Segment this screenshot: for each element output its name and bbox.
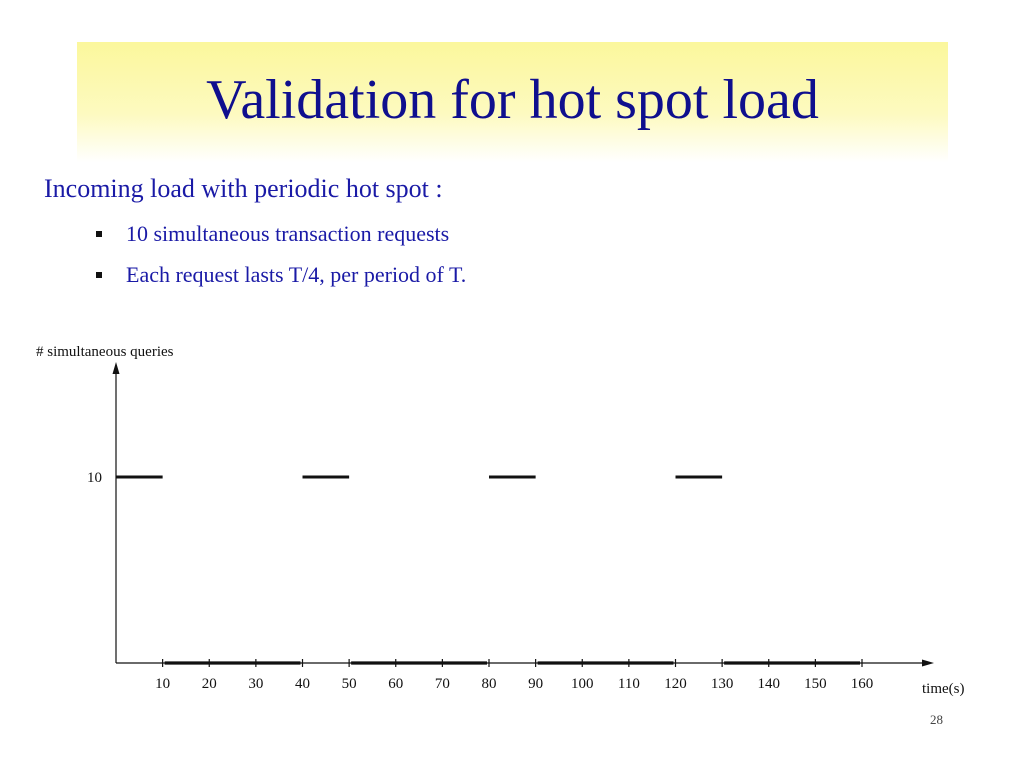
slide-title: Validation for hot spot load (206, 69, 819, 131)
x-tick-label: 70 (434, 676, 450, 692)
load-chart (0, 330, 1024, 710)
y-tick-label: 10 (87, 470, 102, 486)
x-axis-label: time(s) (922, 681, 965, 697)
x-tick-label: 130 (710, 676, 734, 692)
page-number: 28 (930, 712, 943, 727)
x-axis-arrow-icon (922, 660, 934, 667)
x-tick-label: 100 (571, 676, 594, 692)
bullet-item (96, 260, 466, 301)
y-axis-arrow-icon (113, 362, 120, 374)
x-tick-label: 160 (850, 676, 874, 692)
x-tick-label: 90 (528, 676, 544, 692)
x-tick-label: 10 (155, 676, 171, 692)
x-tick-label: 30 (248, 676, 264, 692)
x-tick-label: 50 (341, 676, 357, 692)
bullet-list (96, 219, 466, 301)
x-tick-label: 40 (295, 676, 310, 692)
bullet-text: 10 simultaneous transaction requests (126, 221, 450, 246)
x-tick-label: 20 (201, 676, 217, 692)
x-tick-label: 150 (804, 676, 827, 692)
x-tick-label: 80 (481, 676, 497, 692)
x-tick-label: 140 (757, 676, 780, 692)
chart-root (36, 344, 965, 697)
x-tick-label: 60 (388, 676, 404, 692)
x-tick-label: 110 (617, 676, 640, 692)
intro-text: Incoming load with periodic hot spot : (44, 174, 443, 203)
square-bullet-icon (96, 231, 102, 237)
bullet-item (96, 219, 466, 260)
y-axis-label: # simultaneous queries (36, 344, 174, 360)
square-bullet-icon (96, 272, 102, 278)
x-tick-label: 120 (664, 676, 687, 692)
bullet-text: Each request lasts T/4, per period of T. (126, 262, 467, 287)
